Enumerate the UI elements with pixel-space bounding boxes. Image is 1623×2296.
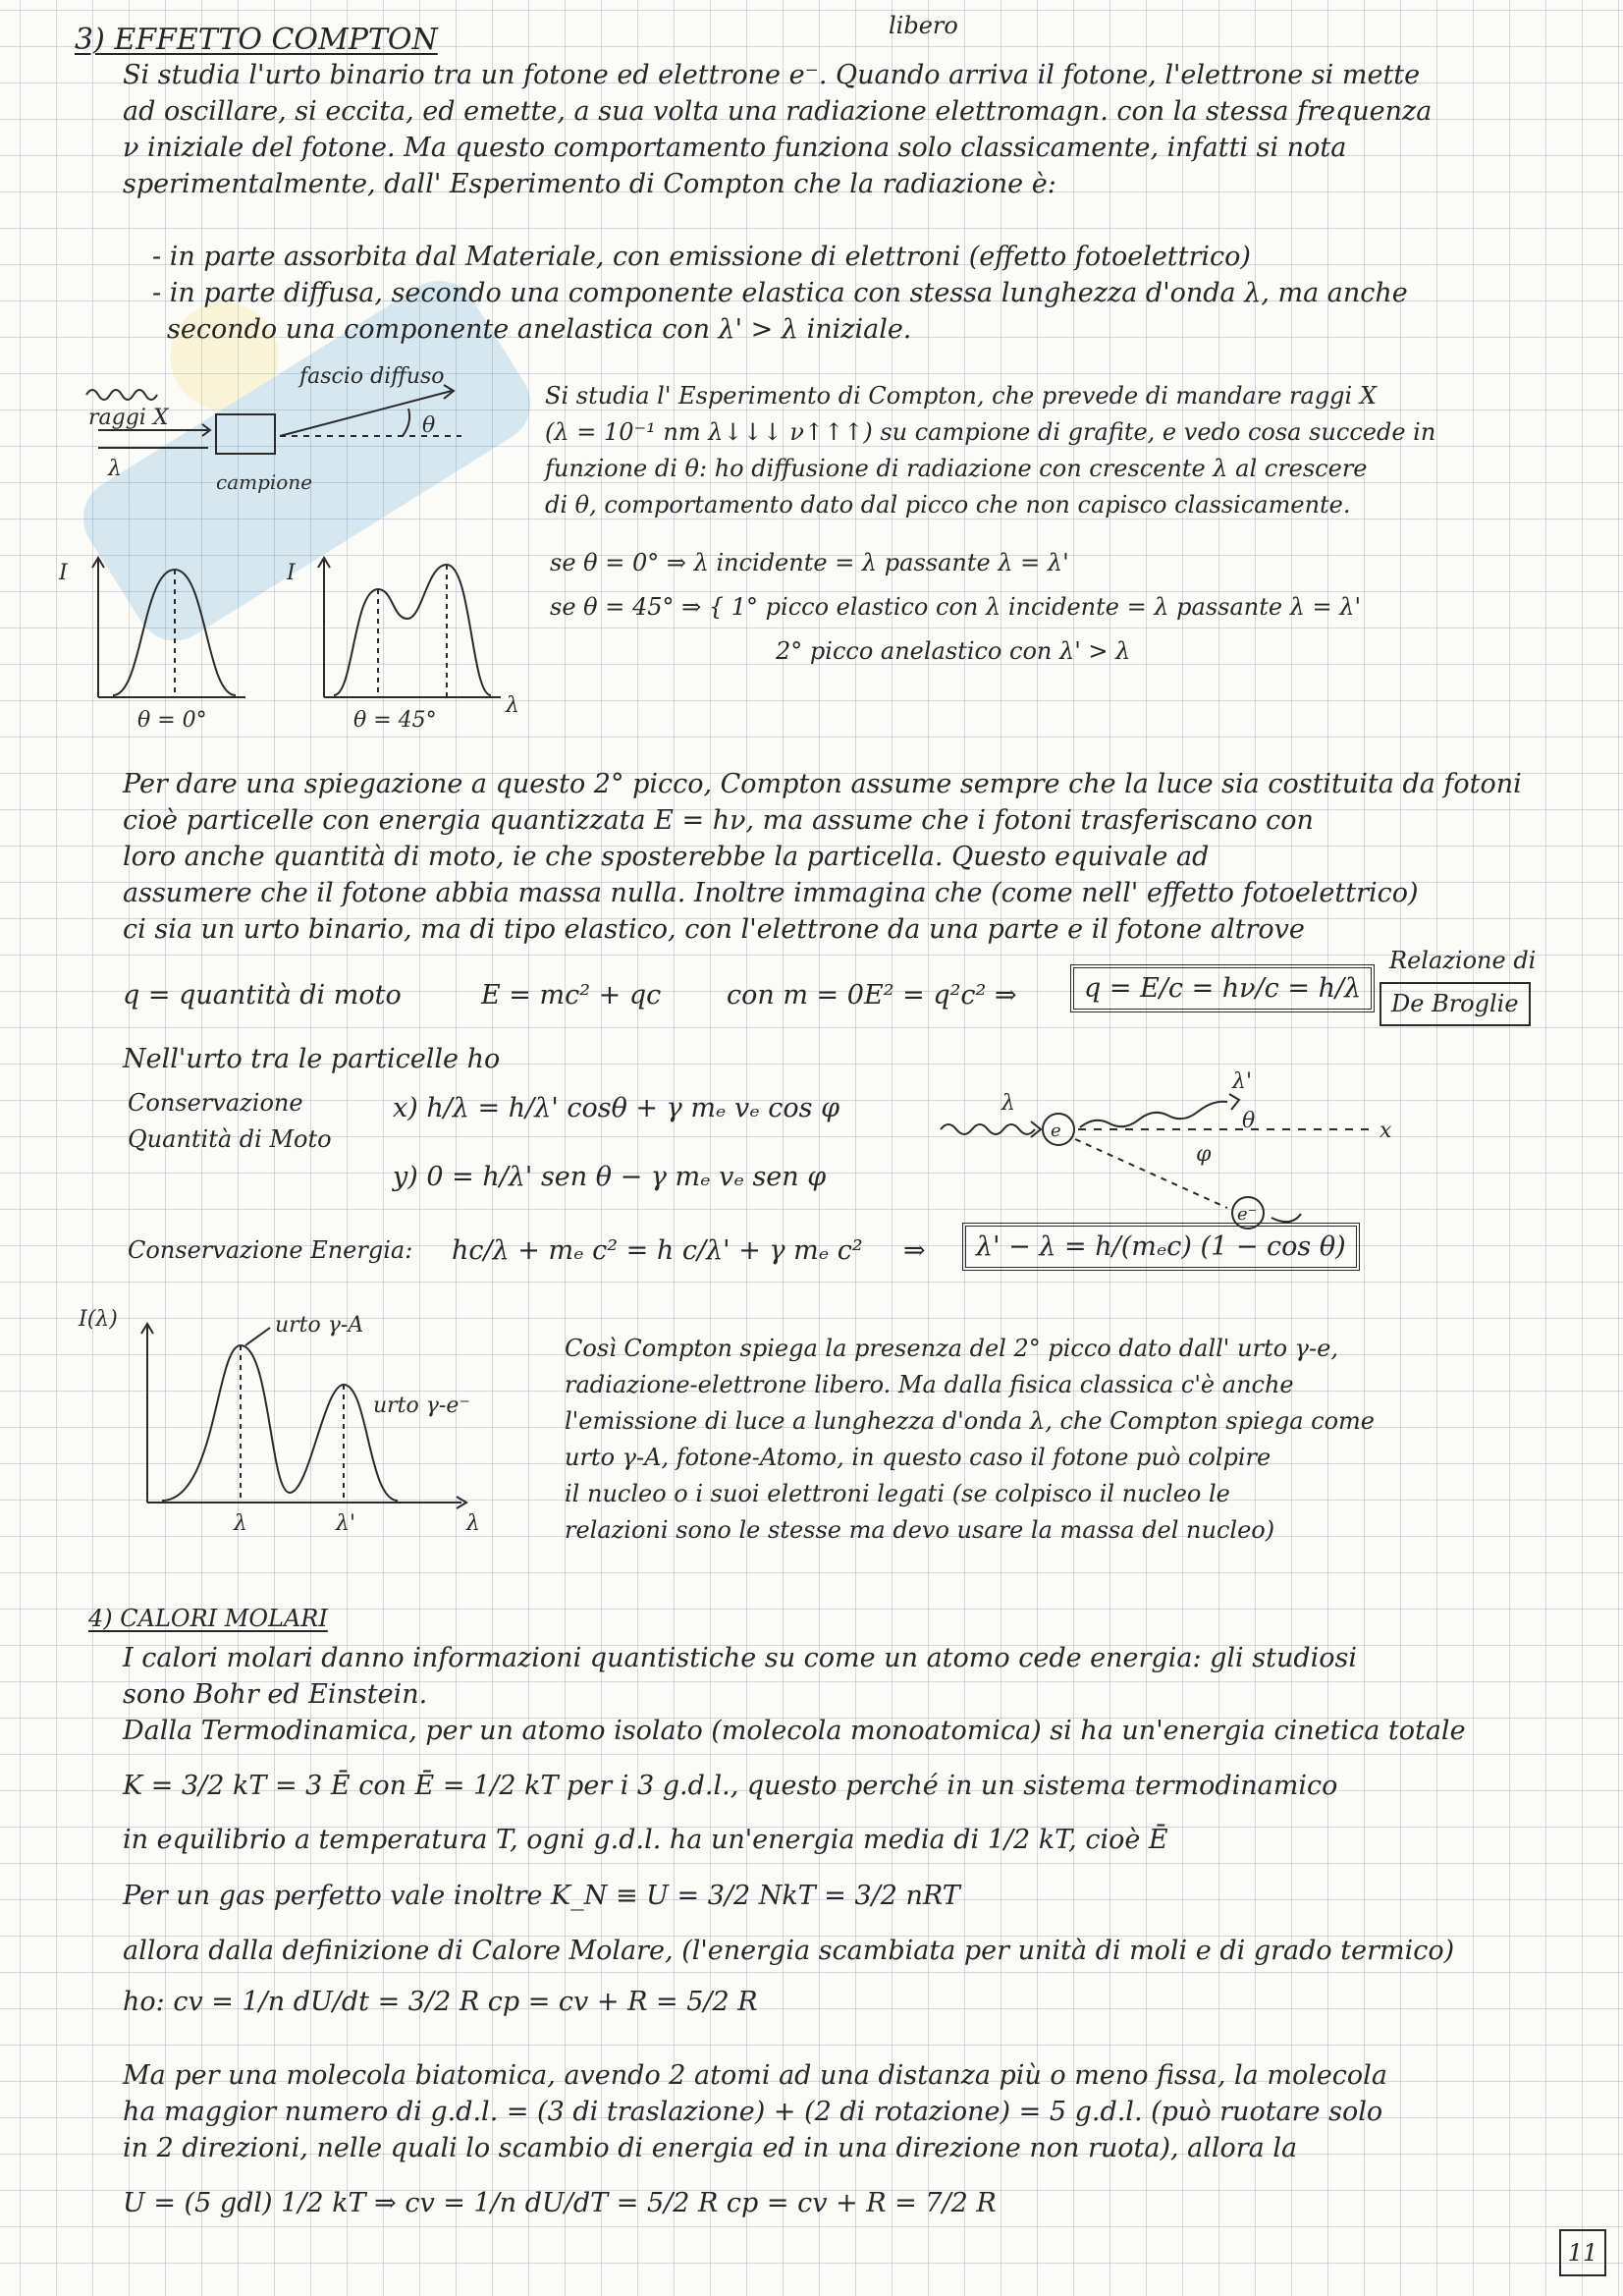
case-theta-45: se θ = 45° ⇒ { 1° picco elastico con λ incidente = λ passante λ = λ' <box>550 593 1362 621</box>
conclusion-line-1: Così Compton spiega la presenza del 2° picco dato dall' urto γ-e, <box>565 1335 1338 1362</box>
conservation-label-1: Conservazione <box>128 1089 303 1117</box>
graph3-peak2-label: urto γ-e⁻ <box>373 1394 470 1418</box>
graph2-caption: θ = 45° <box>353 708 437 733</box>
xray-wave-path <box>86 390 157 400</box>
explain-line-2: cioè particelle con energia quantizzata E = hν, ma assume che i fotoni trasferiscano con <box>123 805 1314 836</box>
experiment-line-1: Si studia l' Esperimento di Compton, che prevede di mandare raggi X <box>545 382 1377 410</box>
explain-line-5: ci sia un urto binario, ma di tipo elastico, con l'elettrone da una parte e il fotone altrove <box>123 914 1305 945</box>
collision-lambda-prime: λ' <box>1232 1069 1252 1094</box>
calori-line-4: K = 3/2 kT = 3 Ē con Ē = 1/2 kT per i 3 g.d.l., questo perché in un sistema termodinamico <box>123 1771 1338 1801</box>
collision-phi: φ <box>1196 1142 1212 1167</box>
conclusion-line-3: l'emissione di luce a lunghezza d'onda λ, che Compton spiega come <box>565 1407 1375 1435</box>
energy-conservation-eq: hc/λ + mₑ c² = h c/λ' + γ mₑ c² <box>452 1235 863 1266</box>
explain-line-1: Per dare una spiegazione a questo 2° picco, Compton assume sempre che la luce sia costituita da fotoni <box>123 769 1522 799</box>
implies-arrow: ⇒ <box>903 1235 926 1266</box>
label-fascio: fascio diffuso <box>299 364 445 389</box>
experiment-line-4: di θ, comportamento dato dal picco che non capisco classicamente. <box>545 491 1351 519</box>
incident-photon-arrow <box>1031 1121 1041 1137</box>
intro-line-1: Si studia l'urto binario tra un fotone ed elettrone e⁻. Quando arriva il fotone, l'elettrone si mette <box>123 60 1421 90</box>
collision-intro: Nell'urto tra le particelle ho <box>123 1044 501 1074</box>
intro-line-2: ad oscillare, si eccita, ed emette, a sua volta una radiazione elettromagn. con la stessa frequenza <box>123 96 1433 127</box>
page-number: 11 <box>1559 2229 1606 2276</box>
experiment-line-3: funzione di θ: ho diffusione di radiazione con crescente λ al crescere <box>545 455 1368 482</box>
de-broglie-formula-box: q = E/c = hν/c = h/λ <box>1070 964 1375 1012</box>
collision-electron-recoil: e⁻ <box>1237 1204 1258 1225</box>
label-raggi: raggi X <box>88 406 169 430</box>
energy-conservation-label: Conservazione Energia: <box>128 1236 413 1264</box>
conclusion-line-6: relazioni sono le stesse ma devo usare la massa del nucleo) <box>565 1516 1275 1544</box>
recoil-arrow <box>1271 1214 1301 1222</box>
intro-line-7: secondo una componente anelastica con λ' > λ iniziale. <box>167 314 912 345</box>
calori-line-3: Dalla Termodinamica, per un atomo isolato (molecola monoatomica) si ha un'energia cinetica totale <box>123 1716 1466 1746</box>
graph3-curve <box>162 1345 398 1501</box>
graph-theta-45 <box>285 550 530 733</box>
collision-lambda: λ <box>1001 1091 1015 1116</box>
de-broglie-note-1: Relazione di <box>1389 947 1537 974</box>
calori-line-12: U = (5 gdl) 1/2 kT ⇒ cv = 1/n dU/dT = 5/2 R cp = cv + R = 7/2 R <box>123 2188 997 2218</box>
collision-theta: θ <box>1242 1109 1256 1133</box>
case-theta-45-second: 2° picco anelastico con λ' > λ <box>776 637 1131 665</box>
intro-line-6: - in parte diffusa, secondo una componente elastica con stessa lunghezza d'onda λ, ma anche <box>152 278 1408 308</box>
graph3-ylabel: I(λ) <box>79 1307 118 1332</box>
intro-line-4: sperimentalmente, dall' Esperimento di Compton che la radiazione è: <box>123 169 1056 199</box>
graphite-sample-box <box>216 414 275 454</box>
scattered-photon-arrow <box>1229 1094 1239 1110</box>
experiment-line-2: (λ = 10⁻¹ nm λ↓↓↓ ν↑↑↑) su campione di grafite, e vedo cosa succede in <box>545 418 1436 446</box>
graph2-ylabel: I <box>287 561 296 585</box>
calori-line-8: ho: cv = 1/n dU/dt = 3/2 R cp = cv + R = 5/2 R <box>123 1987 758 2017</box>
massless-condition: con m = 0 <box>727 980 864 1011</box>
graph3-x2-label: λ' <box>336 1511 355 1536</box>
label-campione: campione <box>216 470 313 494</box>
calori-line-7: allora dalla definizione di Calore Molare, (l'energia scambiata per unità di moli e di grado termico) <box>123 1936 1455 1966</box>
section-heading-compton: 3) EFFETTO COMPTON <box>75 23 438 57</box>
calori-line-2: sono Bohr ed Einstein. <box>123 1679 428 1710</box>
graph-scattering-peaks <box>79 1306 491 1542</box>
graph-theta-0 <box>59 550 255 733</box>
conclusion-line-5: il nucleo o i suoi elettroni legati (se colpisco il nucleo le <box>565 1480 1230 1507</box>
energy-squared-formula: E² = q²c² ⇒ <box>864 980 1017 1011</box>
explain-line-3: loro anche quantità di moto, ie che sposterebbe la particella. Questo equivale ad <box>123 842 1210 872</box>
label-lambda: λ <box>108 457 122 481</box>
calori-line-11: in 2 direzioni, nelle quali lo scambio di energia ed in una direzione non ruota), allora la <box>123 2133 1298 2163</box>
momentum-definition: q = quantità di moto <box>123 980 402 1011</box>
scattered-photon-wave <box>1080 1102 1227 1127</box>
graph3-peak1-pointer <box>245 1328 270 1345</box>
incident-photon-wave <box>941 1124 1035 1134</box>
calori-line-9: Ma per una molecola biatomica, avendo 2 atomi ad una distanza più o meno fissa, la molecola <box>123 2060 1387 2091</box>
graph1-ylabel: I <box>59 561 68 585</box>
experiment-setup-figure <box>79 364 511 540</box>
graph3-peak1-label: urto γ-A <box>275 1313 364 1338</box>
collision-x: x <box>1380 1119 1392 1143</box>
collision-electron: e <box>1051 1121 1061 1141</box>
conservation-label-2: Quantità di Moto <box>128 1125 332 1153</box>
graph2-curve <box>334 565 491 695</box>
case-theta-0: se θ = 0° ⇒ λ incidente = λ passante λ = λ' <box>550 549 1069 576</box>
theta-arc <box>403 409 409 436</box>
intro-line-5: - in parte assorbita dal Materiale, con emissione di elettroni (effetto fotoelettrico) <box>152 242 1251 272</box>
section-heading-calori: 4) CALORI MOLARI <box>88 1605 328 1632</box>
graph1-caption: θ = 0° <box>137 708 207 733</box>
conclusion-line-4: urto γ-A, fotone-Atomo, in questo caso il fotone può colpire <box>565 1444 1271 1471</box>
calori-line-1: I calori molari danno informazioni quantistiche su come un atomo cede energia: gli studiosi <box>123 1643 1358 1673</box>
momentum-eq-x: x) h/λ = h/λ' cosθ + γ mₑ vₑ cos φ <box>393 1093 839 1123</box>
calori-line-6: Per un gas perfetto vale inoltre K_N ≡ U = 3/2 NkT = 3/2 nRT <box>123 1881 960 1911</box>
de-broglie-note-2: De Broglie <box>1380 982 1531 1026</box>
intro-line-3: ν iniziale del fotone. Ma questo comportamento funziona solo classicamente, infatti si nota <box>123 133 1347 163</box>
explain-line-4: assumere che il fotone abbia massa nulla. Inoltre immagina che (come nell' effetto fotoelettrico) <box>123 878 1419 908</box>
calori-line-10: ha maggior numero di g.d.l. = (3 di traslazione) + (2 di rotazione) = 5 g.d.l. (può ruotare solo <box>123 2097 1383 2127</box>
calori-line-5: in equilibrio a temperatura T, ogni g.d.l. ha un'energia media di 1/2 kT, cioè Ē <box>123 1825 1168 1855</box>
graph2-xlabel: λ <box>506 693 519 718</box>
compton-formula-box: λ' − λ = h/(mₑc) (1 − cos θ) <box>962 1223 1360 1271</box>
label-theta: θ <box>422 413 436 438</box>
note-libero: libero <box>889 12 958 39</box>
conclusion-line-2: radiazione-elettrone libero. Ma dalla fisica classica c'è anche <box>565 1371 1294 1398</box>
energy-formula: E = mc² + qc <box>481 980 662 1011</box>
graph3-x1-label: λ <box>234 1511 247 1536</box>
graph3-xaxis-label: λ <box>466 1511 480 1536</box>
momentum-eq-y: y) 0 = h/λ' sen θ − γ mₑ vₑ sen φ <box>393 1162 827 1192</box>
